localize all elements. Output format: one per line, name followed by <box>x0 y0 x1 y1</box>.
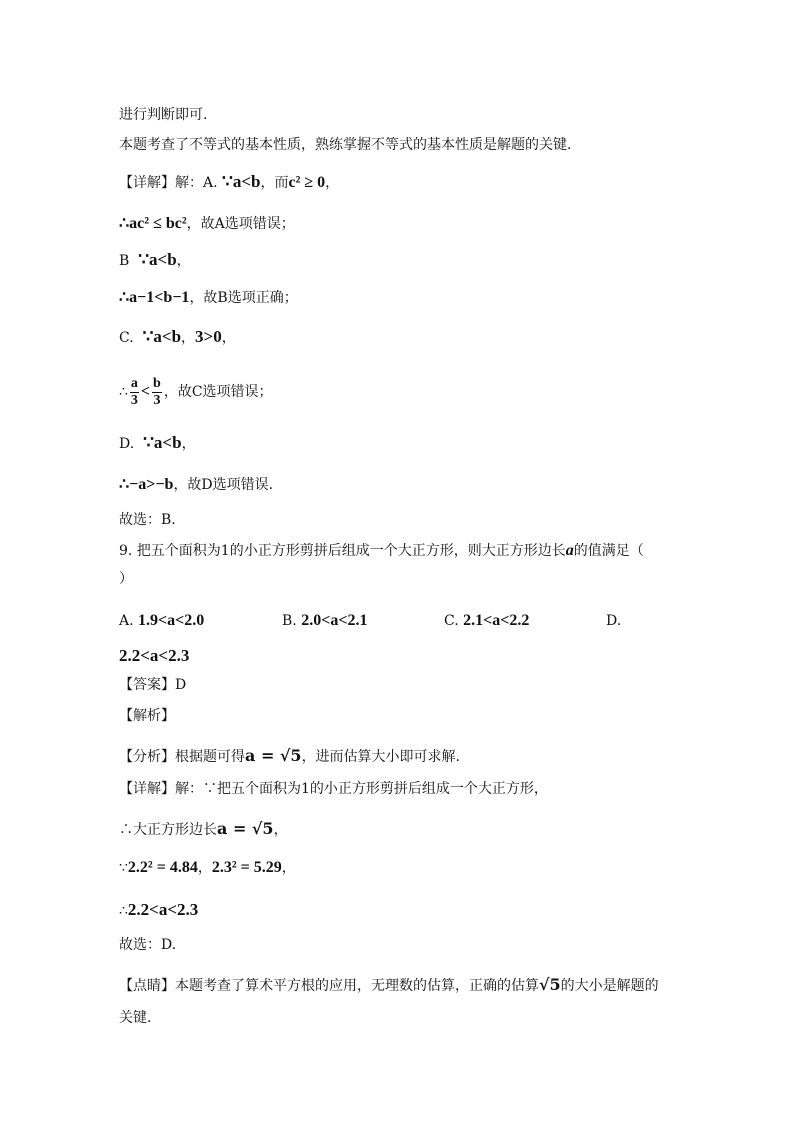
solution-line-a: 【详解】解：A. ∵a<b，而c² ≥ 0， <box>119 172 340 191</box>
fraction-b-over-3: $\frac{b}{3}$ <box>153 375 161 408</box>
analysis-heading: 【解析】 <box>119 708 175 724</box>
solution-line-b: B ∵a<b， <box>119 250 191 269</box>
option-a: A. 1.9<a<2.0 <box>119 612 205 629</box>
solution-line: ∴a−1<b−1，故B选项正确； <box>119 289 298 306</box>
question-9-close: ） <box>119 571 133 587</box>
text-line: 故选：D. <box>119 937 177 953</box>
note-line: 关键. <box>119 1010 152 1026</box>
detail-line: 【详解】解：∵把五个面积为1的小正方形剪拼后组成一个大正方形， <box>119 781 548 797</box>
solution-line: ∴−a>−b，故D选项错误. <box>119 476 274 493</box>
answer-line: 【答案】D <box>119 677 187 693</box>
option-b: B. 2.0<a<2.1 <box>282 612 368 629</box>
option-c: C. 2.1<a<2.2 <box>444 612 530 629</box>
text-line: 故选：B. <box>119 512 176 528</box>
text-line: 本题考查了不等式的基本性质，熟练掌握不等式的基本性质是解题的关键. <box>119 137 572 153</box>
option-d: 2.2<a<2.3 <box>119 646 190 665</box>
detail-line: ∴大正方形边长a = √5， <box>119 819 288 838</box>
detail-line: ∴2.2<a<2.3 <box>119 900 199 919</box>
solution-line-c: C. ∵a<b，3>0， <box>119 327 236 346</box>
note-line: 【点睛】本题考查了算术平方根的应用，无理数的估算，正确的估算√5的大小是解题的 <box>119 975 659 994</box>
detail-line: ∵2.2² = 4.84，2.3² = 5.29， <box>119 859 296 876</box>
solution-line: ∴ $\frac{a}{3}$ < $\frac{b}{3}$ ，故C选项错误； <box>119 375 273 408</box>
analysis-line: 【分析】根据题可得a = √5，进而估算大小即可求解. <box>119 746 461 765</box>
solution-line-d: D. ∵a<b， <box>119 433 196 452</box>
text-line: 进行判断即可. <box>119 107 208 123</box>
solution-line: ∴ac² ≤ bc²，故A选项错误； <box>119 215 295 232</box>
fraction-a-over-3: $\frac{a}{3}$ <box>130 375 138 408</box>
question-9: 9. 把五个面积为1的小正方形剪拼后组成一个大正方形，则大正方形边长a的值满足（ <box>119 542 644 559</box>
option-d-label: D. <box>606 613 622 629</box>
